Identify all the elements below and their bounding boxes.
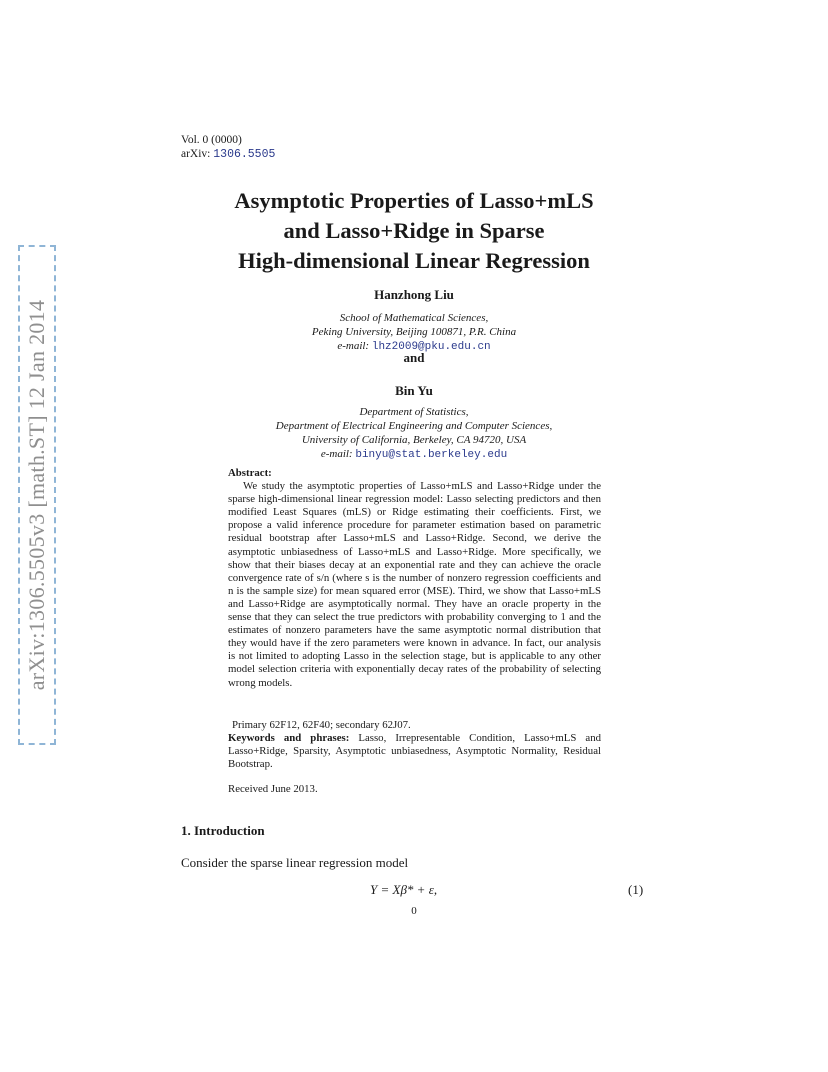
author-2-email-link[interactable]: binyu@stat.berkeley.edu — [355, 449, 508, 461]
abstract — [228, 467, 601, 690]
page-number: 0 — [411, 905, 417, 917]
author-2-affiliation — [160, 405, 668, 462]
keywords-label: Keywords and phrases: — [228, 732, 350, 744]
abstract-text: We study the asymptotic properties of Lasso+mLS and Lasso+Ridge under the sparse high-dimensional linear regression model: Lasso selecting predictors and then modified Least Squares (mLS) or Ridge estimating their coefficients. First, we propose a valid inference procedure for parameter estimation based on parametric residual bootstrap after Lasso+mLS and Lasso+Ridge. Second, we derive the asymptotic unbiasedness of Lasso+mLS and Lasso+Ridge. More specifically, we show that their biases decay at an exponential rate and they can achieve the oracle convergence rate of s/n (where s is the number of nonzero regression coefficients and n is the sample size) for mean squared error (MSE). Third, we show that Lasso+mLS and Lasso+Ridge are asymptotically normal. They have an oracle property in the sense that they can select the true predictors with probability converging to 1 and the estimates of nonzero parameters have the same asymptotic normal distribution that they would have if the zero parameters were known in advance. In fact, our analysis is not limited to adopting Lasso in the selection stage, but is applicable to any other model selection criteria with exponentially decay rates of the probability of selecting wrong models. — [228, 480, 601, 689]
arxiv-line — [181, 147, 275, 162]
title-line-2: and Lasso+Ridge in Sparse — [283, 218, 545, 243]
volume-line: Vol. 0 (0000) — [181, 134, 242, 146]
author-2-name: Bin Yu — [395, 383, 433, 398]
equation-1: Y = Xβ* + ε, — [370, 882, 438, 897]
section-heading-introduction: 1. Introduction — [181, 823, 265, 838]
author-2-affil-line-3: University of California, Berkeley, CA 94720, USA — [301, 434, 527, 446]
title-line-1: Asymptotic Properties of Lasso+mLS — [234, 188, 594, 213]
author-1-affiliation — [160, 311, 668, 354]
intro-sentence: Consider the sparse linear regression model — [181, 855, 409, 870]
author-1-email-label: e-mail: — [337, 340, 370, 352]
author-1-name: Hanzhong Liu — [374, 287, 454, 302]
author-2-email-label: e-mail: — [320, 448, 353, 460]
author-1-email-link[interactable]: lhz2009@pku.edu.cn — [371, 341, 491, 353]
abstract-heading: Abstract: — [228, 467, 272, 479]
keywords-text: Lasso, Irrepresentable Condition, Lasso+mLS and Lasso+Ridge, Sparsity, Asymptotic unbiasedness, Asymptotic Normality, Residual Bootstrap. — [228, 732, 601, 771]
paper-title — [160, 186, 668, 276]
equation-number: (1) — [628, 882, 644, 897]
keywords — [228, 732, 601, 771]
author-1-affil-line-1: School of Mathematical Sciences, — [339, 312, 489, 324]
arxiv-id-link[interactable]: 1306.5505 — [213, 148, 276, 161]
journal-info — [181, 133, 275, 162]
author-1-affil-line-2: Peking University, Beijing 100871, P.R. China — [311, 326, 517, 338]
arxiv-side-stamp: arXiv:1306.5505v3 [math.ST] 12 Jan 2014 — [18, 245, 56, 745]
author-2-email-line — [160, 447, 668, 462]
and-separator: and — [403, 350, 425, 365]
arxiv-label: arXiv: — [181, 148, 211, 160]
author-2-affil-line-2: Department of Electrical Engineering and Computer Sciences, — [275, 420, 553, 432]
author-2-affil-line-1: Department of Statistics, — [359, 406, 469, 418]
msc-classification: Primary 62F12, 62F40; secondary 62J07. — [232, 719, 411, 731]
title-line-3: High-dimensional Linear Regression — [238, 248, 590, 273]
received-date: Received June 2013. — [228, 783, 318, 795]
